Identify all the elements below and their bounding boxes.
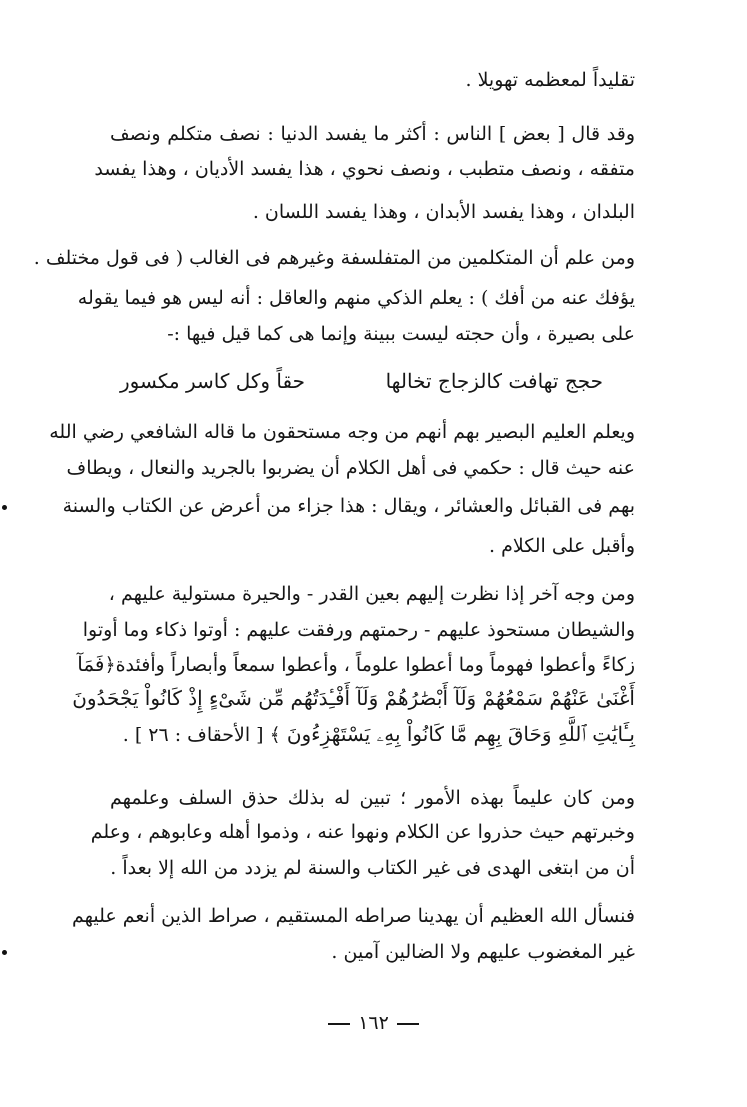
text-line: البلدان ، وهذا يفسد الأبدان ، وهذا يفسد اللسان . <box>252 201 635 223</box>
text-line: ويعلم العليم البصير بهم أنهم من وجه مستحقون ما قاله الشافعي رضي الله <box>49 421 635 443</box>
text-line: بهم فى القبائل والعشائر ، ويقال : هذا جزاء من أعرض عن الكتاب والسنة <box>62 495 635 517</box>
verse-first-half: حجج تهافت كالزجاج تخالها <box>385 369 603 393</box>
text-line: غير المغضوب عليهم ولا الضالين آمين . <box>331 941 635 963</box>
text-line: وأقبل على الكلام . <box>489 535 635 557</box>
quran-text: أَغْنَىٰ عَنْهُمْ سَمْعُهُمْ وَلَآ أَبْصَٰرُهُمْ وَلَآ أَفْـِٔدَتُهُم مِّن شَىْءٍ إِذْ كَانُواْ يَجْحَدُونَ <box>72 686 635 710</box>
text-line: فنسأل الله العظيم أن يهدينا صراطه المستقيم ، صراط الذين أنعم عليهم <box>71 905 635 927</box>
text-segment: زكاءً وأعطوا فهوماً وما أعطوا علوماً ، وأعطوا سمعاً وأبصاراً وأفئدة <box>115 654 635 676</box>
text-line: تقليداً لمعظمه تهويلا . <box>465 69 635 91</box>
quran-text: بِـَٔايَٰتِ ٱللَّهِ وَحَاقَ بِهِم مَّا كَانُواْ بِهِۦ يَسْتَهْزِءُونَ <box>286 722 635 746</box>
dash-decoration <box>397 1023 419 1025</box>
quran-close-bracket: ﴾ <box>269 724 281 746</box>
quran-open-bracket: ﴿ <box>104 654 116 676</box>
quran-line <box>72 684 635 713</box>
quran-segment: فَمَآ <box>77 652 105 676</box>
text-line: والشيطان مستحوذ عليهم - رحمتهم ورفقت عليهم : أوتوا ذكاء وما أوتوا <box>82 619 635 641</box>
dash-decoration <box>328 1023 350 1025</box>
scan-mark <box>2 950 7 955</box>
text-line: ومن كان عليماً بهذه الأمور ؛ تبين له بذلك حذق السلف وعلمهم <box>110 787 635 809</box>
text-line: متفقه ، ونصف متطبب ، ونصف نحوي ، هذا يفسد الأديان ، وهذا يفسد <box>94 158 635 180</box>
page-number-footer <box>0 1012 747 1034</box>
text-line: وخبرتهم حيث حذروا عن الكلام ونهوا عنه ، وذموا أهله وعابوهم ، وعلم <box>90 821 635 843</box>
page-number: ١٦٢ <box>358 1012 389 1034</box>
text-line: ومن وجه آخر إذا نظرت إليهم بعين القدر - والحيرة مستولية عليهم ، <box>108 583 635 605</box>
scan-mark <box>2 505 7 510</box>
text-line: يؤفك عنه من أفك ) : يعلم الذكي منهم والعاقل : أنه ليس هو فيما يقوله <box>77 287 635 309</box>
text-line: ومن علم أن المتكلمين من المتفلسفة وغيرهم فى الغالب ( فى قول مختلف . <box>33 247 635 269</box>
text-line: على بصيرة ، وأن حجته ليست ببينة وإنما هى كما قيل فيها :- <box>167 323 635 345</box>
text-line: وقد قال [ بعض ] الناس : أكثر ما يفسد الدنيا : نصف متكلم ونصف <box>110 123 635 145</box>
quran-line <box>110 720 635 749</box>
text-line: عنه حيث قال : حكمي فى أهل الكلام أن يضربوا بالجريد والنعال ، ويطاف <box>66 457 635 479</box>
quran-intro-line <box>77 650 635 679</box>
verse-second-half: حقاً وكل كاسر مكسور <box>120 369 305 393</box>
text-line: أن من ابتغى الهدى فى غير الكتاب والسنة لم يزدد من الله إلا بعداً . <box>110 857 635 879</box>
quran-reference: [ الأحقاف : ٢٦ ] . <box>122 724 264 746</box>
